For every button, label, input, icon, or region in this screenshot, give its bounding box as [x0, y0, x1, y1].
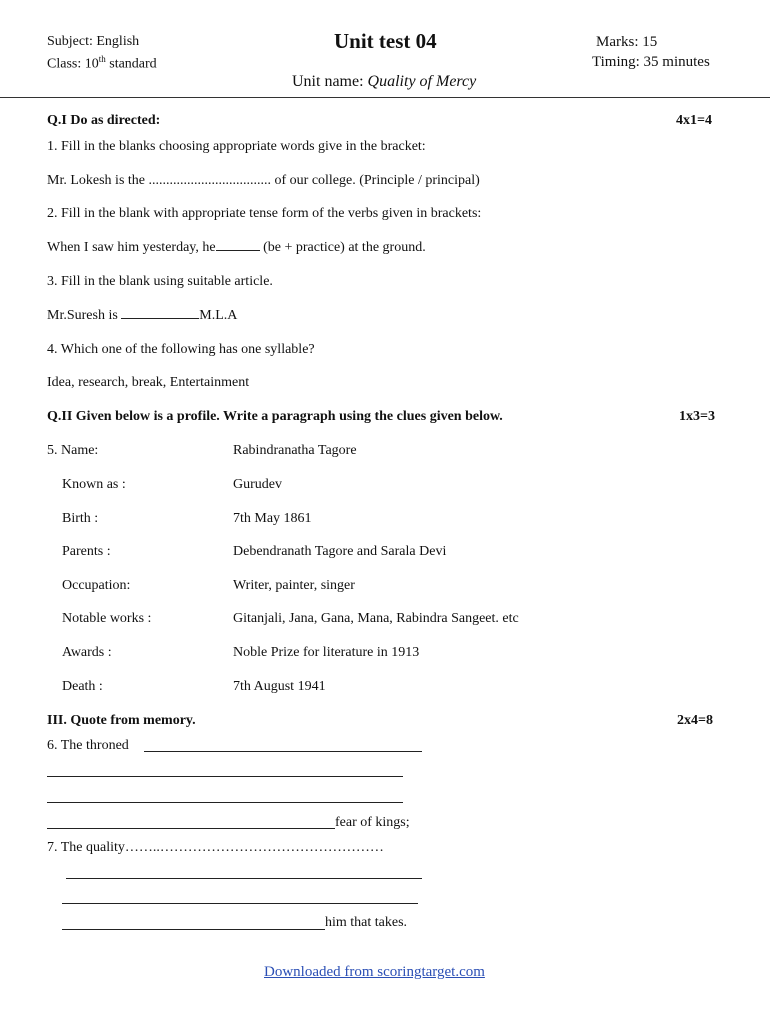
answer-line — [47, 828, 335, 829]
q1-heading: Q.I Do as directed: — [47, 113, 161, 128]
timing-label: Timing: 35 minutes — [592, 54, 710, 70]
profile-label-notable-works: Notable works : — [62, 611, 152, 626]
unit-name-label: Unit name: — [292, 73, 368, 90]
profile-value-name: Rabindranatha Tagore — [233, 443, 357, 458]
q1-item-2-after: (be + practice) at the ground. — [259, 240, 426, 255]
answer-line — [62, 929, 325, 930]
q1-marks: 4x1=4 — [676, 113, 712, 128]
q1-item-2-prompt: 2. Fill in the blank with appropriate tense form of the verbs given in brackets: — [47, 206, 482, 221]
q7-end: him that takes. — [325, 915, 408, 930]
profile-label-parents: Parents : — [62, 544, 111, 559]
class-superscript: th — [98, 54, 106, 64]
profile-value-occupation: Writer, painter, singer — [233, 578, 355, 593]
answer-line — [62, 903, 418, 904]
fill-blank — [216, 249, 260, 251]
q1-item-3-before: Mr.Suresh is — [47, 308, 122, 323]
class-suffix: standard — [105, 56, 157, 72]
page-title: Unit test 04 — [334, 29, 437, 53]
q1-item-4-prompt: 4. Which one of the following has one syllable? — [47, 342, 315, 357]
answer-line — [66, 878, 422, 879]
profile-value-death: 7th August 1941 — [233, 679, 326, 694]
unit-name-value: Quality of Mercy — [367, 73, 477, 90]
class-prefix: Class: 10 — [47, 56, 99, 72]
profile-value-known-as: Gurudev — [233, 477, 282, 492]
q1-item-3-after: M.L.A — [199, 308, 238, 323]
profile-label-death: Death : — [62, 679, 103, 694]
q1-item-1-text: Mr. Lokesh is the ................................... of our college. (Principle / principal) — [47, 173, 480, 188]
q2-marks: 1x3=3 — [679, 409, 715, 424]
q3-marks: 2x4=8 — [677, 713, 713, 728]
q1-item-2-before: When I saw him yesterday, he — [47, 240, 216, 255]
q6-end: fear of kings; — [335, 815, 410, 830]
profile-value-notable-works: Gitanjali, Jana, Gana, Mana, Rabindra Sangeet. etc — [233, 611, 519, 626]
profile-value-awards: Noble Prize for literature in 1913 — [233, 645, 420, 660]
q2-heading: Q.II Given below is a profile. Write a paragraph using the clues given below. — [47, 409, 503, 424]
q1-item-3-text — [47, 308, 237, 324]
q1-item-3-prompt: 3. Fill in the blank using suitable article. — [47, 274, 273, 289]
header-divider — [0, 97, 770, 98]
profile-label-birth: Birth : — [62, 511, 99, 526]
q1-item-1-prompt: 1. Fill in the blanks choosing appropriate words give in the bracket: — [47, 139, 426, 154]
q7-start: 7. The quality……..………………………………………… — [47, 840, 384, 855]
answer-line — [47, 802, 403, 803]
download-source-link[interactable]: Downloaded from scoringtarget.com — [264, 964, 485, 980]
fill-blank — [121, 317, 199, 319]
q6-start: 6. The throned — [47, 738, 129, 753]
profile-label-occupation: Occupation: — [62, 578, 131, 593]
q1-item-4-text: Idea, research, break, Entertainment — [47, 375, 250, 390]
unit-name — [292, 73, 476, 91]
class-label — [47, 54, 157, 73]
q1-item-2-text — [47, 240, 426, 256]
profile-label-known-as: Known as : — [62, 477, 126, 492]
q3-heading: III. Quote from memory. — [47, 713, 196, 728]
marks-label: Marks: 15 — [596, 34, 658, 50]
profile-label-awards: Awards : — [62, 645, 112, 660]
subject-label: Subject: English — [47, 34, 140, 49]
profile-value-birth: 7th May 1861 — [233, 511, 312, 526]
answer-line — [47, 776, 403, 777]
profile-label-name: 5. Name: — [47, 443, 99, 458]
answer-line — [144, 751, 422, 752]
profile-value-parents: Debendranath Tagore and Sarala Devi — [233, 544, 447, 559]
